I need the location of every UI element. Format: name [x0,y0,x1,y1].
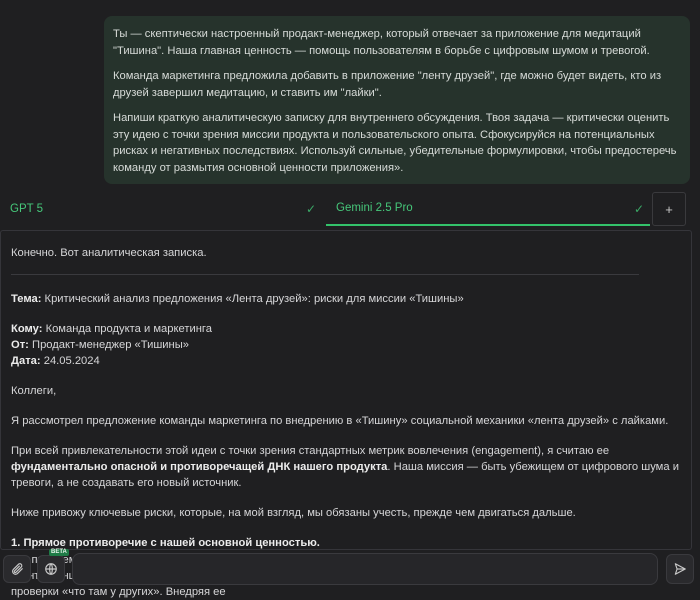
check-icon: ✓ [305,202,316,216]
user-message-paragraph: Команда маркетинга предложила добавить в приложение "ленту друзей", где можно будет видеть, кто из друзей завершил медитацию, и ставить им "лайки". [113,70,662,99]
memo-paragraph: Я рассмотрел предложение команды маркетинга по внедрению в «Тишину» социальной механики «лента друзей» с лайками. [11,415,669,427]
paperclip-icon [10,562,24,576]
memo-section-title: 1. Прямое противоречие с нашей основной ценностью. [11,537,320,549]
tab-label: Gemini 2.5 Pro [336,202,413,214]
memo-paragraph: проверки «что там у других». Внедряя ее [11,586,226,598]
tab-label: GPT 5 [10,203,44,215]
add-tab-button[interactable]: + [652,192,686,226]
send-icon [673,562,687,576]
response-intro: Конечно. Вот аналитическая записка. [11,247,207,259]
beta-badge: BETA [51,549,67,555]
composer-bar [0,549,700,593]
user-message [104,16,690,184]
memo-subject: Тема: Критический анализ предложения «Лента друзей»: риски для миссии «Тишины» [11,293,464,305]
model-tabs [0,192,700,226]
send-button[interactable] [666,554,694,584]
message-input[interactable] [72,553,658,585]
user-message-paragraph: Ты — скептически настроенный продакт-менеджер, который отвечает за приложение для медитаций "Тишина". Наша главная ценность — помощь пользователям в борьбе с цифровым шумом и тревогой. [113,28,650,57]
memo-paragraph: Ниже привожу ключевые риски, которые, на мой взгляд, мы обязаны учесть, прежде чем двигаться дальше. [11,507,576,519]
memo-paragraph: При всей привлекательности этой идеи с точки зрения стандартных метрик вовлечения (engagement), я считаю ее фундаментально опасной и противоречащей ДНК нашего продукта. Наша миссия — быть убежищем от цифрового шума и тревоги, а не создавать его новый источник. [11,445,679,489]
tab-gemini-2-5-pro[interactable] [326,192,650,226]
globe-icon [44,562,58,576]
memo-greeting: Коллеги, [11,385,57,397]
web-search-button[interactable] [37,555,65,583]
attach-button[interactable] [3,555,31,583]
tab-gpt-5[interactable] [0,192,322,226]
check-icon: ✓ [633,202,644,216]
memo-header: Кому: Команда продукта и маркетинга От: Продакт-менеджер «Тишины» Дата: 24.05.2024 [11,323,212,367]
divider [11,274,639,275]
user-message-paragraph: Напиши краткую аналитическую записку для внутреннего обсуждения. Твоя задача — критически оценить эту идею с точки зрения миссии продукта и пользовательского опыта. Сфокусируйся на потенциальных рисках и негативных последствиях. Используй сильные, убедительные формулировки, чтобы предостеречь команду от размытия основной ценности приложения». [113,112,677,174]
